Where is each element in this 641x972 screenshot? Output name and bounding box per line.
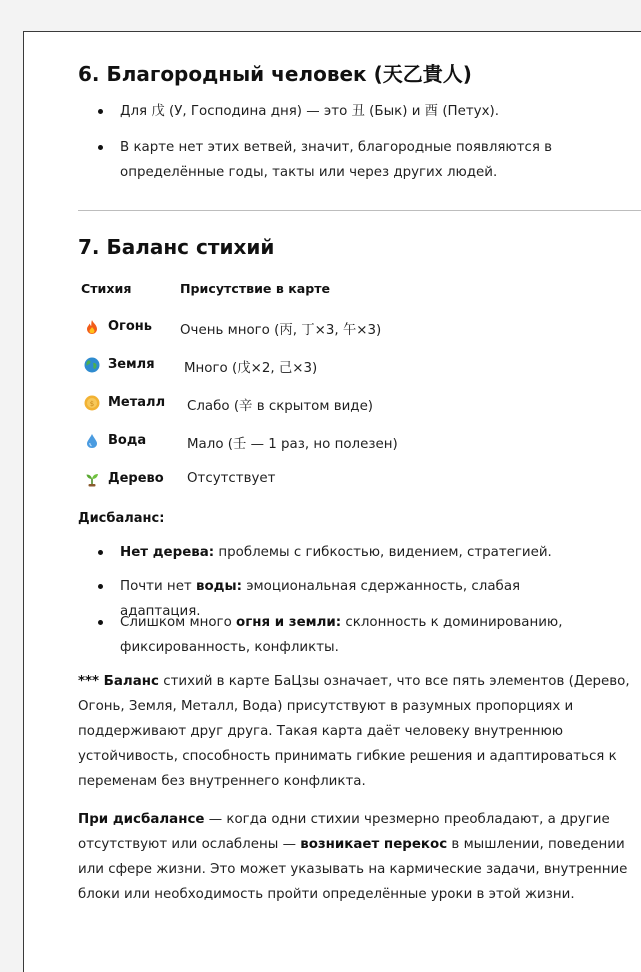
list-item-bold: огня и земли: — [236, 615, 342, 630]
para-text: в мышлении, поведении или сфере жизни. Это может указывать на кармические задачи, внутренние блоки или необходимость пройти определённые уроки в этой жизни. — [78, 837, 628, 902]
para-lead: *** — [78, 674, 104, 689]
para-text: стихий в карте БаЦзы означает, что все пять элементов (Дерево, Огонь, Земля, Металл, Вода) присутствуют в разумных пропорциях и поддерживают друг друга. Такая карта даёт человеку внутреннюю устойчивость, способность принимать гибкие решения и адаптироваться к переменам без внутреннего конфликта. — [78, 674, 630, 789]
seedling-icon — [84, 471, 100, 487]
list-item — [120, 540, 600, 565]
imbalance-label: Дисбаланс: — [78, 511, 165, 526]
element-presence: Мало (壬 — 1 раз, но полезен) — [187, 437, 398, 452]
list-item — [120, 99, 620, 124]
list-item — [120, 135, 590, 185]
element-name: Дерево — [108, 471, 164, 486]
bullet-dot — [98, 584, 103, 589]
bullet-dot — [98, 109, 103, 114]
element-presence: Отсутствует — [187, 471, 276, 486]
para-text: — когда одни стихии чрезмерно преобладают, а другие отсутствуют или ослаблены — — [78, 812, 610, 852]
earth-globe-icon — [84, 357, 100, 373]
section-6-heading: 6. Благородный человек (天乙貴人) — [78, 62, 472, 86]
list-item-text: склонность к доминированию, фиксированность, конфликты. — [120, 615, 563, 655]
section-7-heading: 7. Баланс стихий — [78, 235, 275, 259]
element-name: Вода — [108, 433, 147, 448]
balance-paragraph — [78, 669, 641, 794]
element-name: Огонь — [108, 319, 152, 334]
list-item-text: проблемы с гибкостью, видением, стратегией. — [214, 545, 552, 560]
para-bold: При дисбалансе — [78, 812, 205, 827]
bullet-dot — [98, 620, 103, 625]
svg-text:$: $ — [89, 400, 95, 408]
list-item — [120, 610, 590, 660]
element-name: Земля — [108, 357, 155, 372]
bullet-dot — [98, 550, 103, 555]
imbalance-paragraph — [78, 807, 641, 907]
list-item-text: В карте нет этих ветвей, значит, благородные появляются в определённые годы, такты или через других людей. — [120, 140, 553, 180]
table-header-presence: Присутствие в карте — [180, 281, 331, 296]
water-drop-icon — [84, 433, 100, 449]
section-divider — [78, 210, 641, 211]
document-page — [23, 31, 641, 972]
element-name: Металл — [108, 395, 166, 410]
list-item-text: Для 戊 (У, Господина дня) — это 丑 (Бык) и 酉 (Петух). — [120, 104, 499, 119]
list-item-bold: воды: — [195, 579, 242, 594]
para-bold: Баланс — [103, 674, 159, 689]
para-bold: возникает перекос — [300, 837, 448, 852]
list-item-text: Слишком много — [120, 615, 237, 630]
table-header-element: Стихия — [81, 281, 132, 296]
list-item-text: Почти нет — [120, 579, 196, 594]
element-presence: Слабо (辛 в скрытом виде) — [187, 399, 374, 414]
element-presence: Много (戊×2, 己×3) — [184, 361, 318, 376]
fire-icon — [84, 319, 100, 335]
element-presence: Очень много (丙, 丁×3, 午×3) — [180, 323, 382, 338]
list-item-text: эмоциональная сдержанность, слабая адаптация. — [120, 579, 521, 619]
list-item-bold: Нет дерева: — [120, 545, 215, 560]
bullet-dot — [98, 145, 103, 150]
metal-coin-icon — [84, 395, 100, 411]
